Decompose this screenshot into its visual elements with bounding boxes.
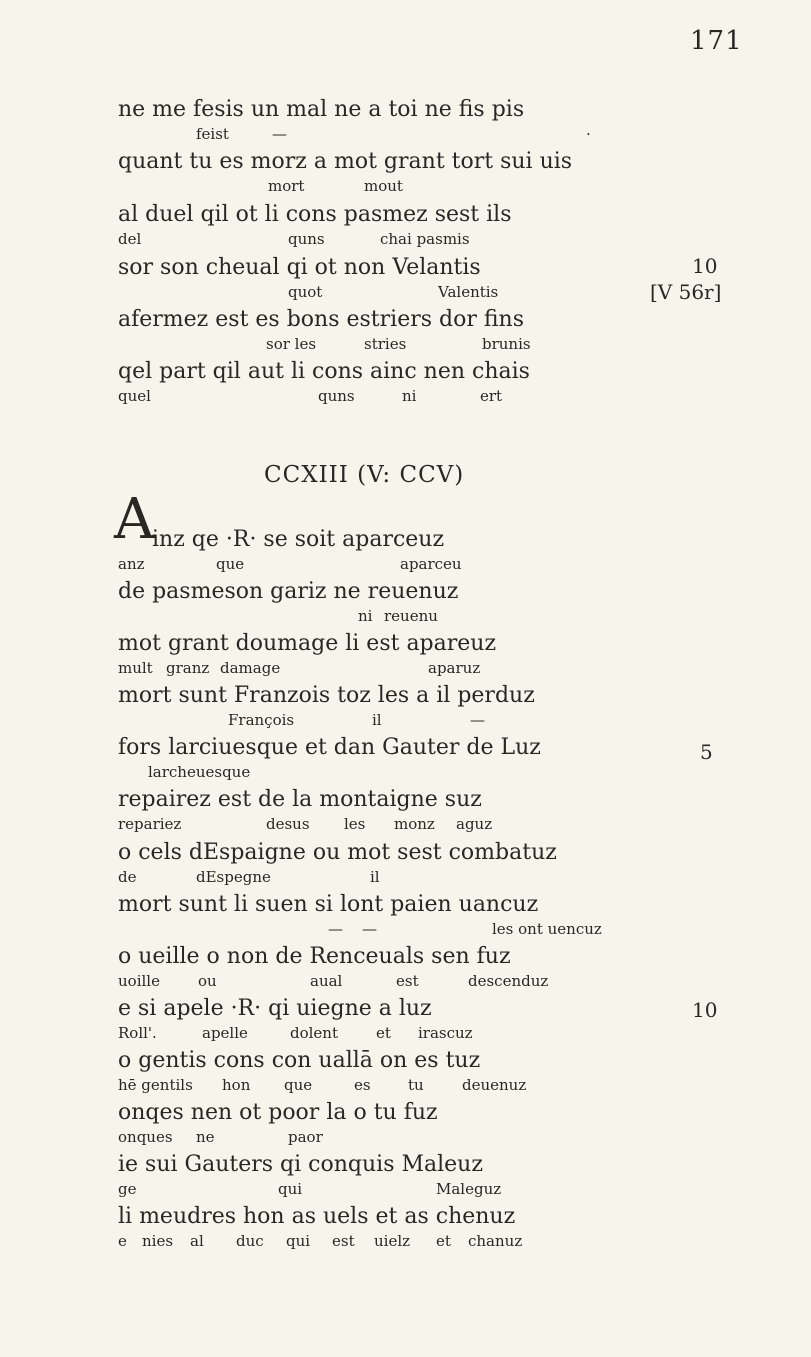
variant-word: — xyxy=(272,125,287,143)
verse-text: li meudres hon as uels et as chenuz xyxy=(118,1204,516,1229)
verse-text: ne me fesis un mal ne a toi ne fis pis xyxy=(118,97,525,122)
variant-word: Maleguz xyxy=(436,1180,502,1198)
variant-word: aparceu xyxy=(400,555,462,573)
verse-text: o cels dEspaigne ou mot sest combatuz xyxy=(118,840,557,865)
verse-line xyxy=(118,995,758,1043)
variant-word: ne xyxy=(196,1128,215,1146)
variant-word: que xyxy=(216,555,245,573)
variant-word: aparuz xyxy=(428,659,481,677)
variant-word: aual xyxy=(310,972,343,990)
variant-word: est xyxy=(332,1232,355,1250)
line-number: 10 xyxy=(692,998,718,1022)
verse-text: e si apele ·R· qi uiegne a luz xyxy=(118,996,432,1021)
variant-word: ou xyxy=(198,972,217,990)
variant-word: — xyxy=(362,920,377,938)
variant-word: hon xyxy=(222,1076,251,1094)
line-number: 10 xyxy=(692,254,718,278)
variant-word: irascuz xyxy=(418,1024,473,1042)
verse-text: repairez est de la montaigne suz xyxy=(118,787,482,812)
variant-word: mout xyxy=(364,177,403,195)
verse-text: al duel qil ot li cons pasmez sest ils xyxy=(118,202,512,227)
variant-word: e xyxy=(118,1232,127,1250)
verse-line xyxy=(118,839,758,887)
variant-word: brunis xyxy=(482,335,531,353)
verse-text: qel part qil aut li cons ainc nen chais xyxy=(118,359,530,384)
variant-word: que xyxy=(284,1076,313,1094)
variant-word: tu xyxy=(408,1076,424,1094)
variant-word: chanuz xyxy=(468,1232,523,1250)
verse-line xyxy=(118,148,758,196)
verse-text: inz qe ·R· se soit aparceuz xyxy=(152,527,445,552)
variant-word: sor les xyxy=(266,335,317,353)
verse-text: ie sui Gauters qi conquis Maleuz xyxy=(118,1152,483,1177)
verse-line xyxy=(118,306,758,354)
variant-word: uoille xyxy=(118,972,160,990)
variant-word: quot xyxy=(288,283,323,301)
verse-text: mort sunt Franzois toz les a il perduz xyxy=(118,683,535,708)
variant-word: aguz xyxy=(456,815,493,833)
variant-word: uielz xyxy=(374,1232,411,1250)
variant-word: paor xyxy=(288,1128,323,1146)
verse-text: mort sunt li suen si lont paien uancuz xyxy=(118,892,539,917)
variant-word: les xyxy=(344,815,366,833)
variant-word: et xyxy=(376,1024,391,1042)
variant-word: il xyxy=(370,868,380,886)
variant-word: Roll'. xyxy=(118,1024,157,1042)
variant-word: · xyxy=(586,125,591,143)
variant-word: les ont uencuz xyxy=(492,920,602,938)
variant-word: ge xyxy=(118,1180,137,1198)
variant-word: chai pasmis xyxy=(380,230,470,248)
variant-word: Valentis xyxy=(438,283,499,301)
variant-word: desus xyxy=(266,815,310,833)
variant-word: duc xyxy=(236,1232,264,1250)
stanza-heading: CCXIII (V: CCV) xyxy=(264,462,465,488)
variant-word: ni xyxy=(402,387,417,405)
verse-line xyxy=(118,578,758,626)
verse-line xyxy=(118,201,758,249)
variant-word: mult xyxy=(118,659,153,677)
variant-word: deuenuz xyxy=(462,1076,527,1094)
variant-word: il xyxy=(372,711,382,729)
verse-line xyxy=(118,734,758,782)
verse-line xyxy=(118,630,758,678)
verse-line xyxy=(118,943,758,991)
verse-text: quant tu es morz a mot grant tort sui uis xyxy=(118,149,573,174)
drop-cap: A xyxy=(114,487,155,552)
variant-word: al xyxy=(190,1232,204,1250)
variant-word: reuenu xyxy=(384,607,438,625)
verse-text: sor son cheual qi ot non Velantis xyxy=(118,255,481,280)
variant-word: quel xyxy=(118,387,151,405)
variant-word: ni xyxy=(358,607,373,625)
verse-text: mot grant doumage li est apareuz xyxy=(118,631,497,656)
variant-word: qui xyxy=(286,1232,311,1250)
verse-line xyxy=(118,1099,758,1147)
variant-word: apelle xyxy=(202,1024,248,1042)
variant-word: — xyxy=(328,920,343,938)
variant-word: stries xyxy=(364,335,407,353)
variant-word: descenduz xyxy=(468,972,549,990)
verse-line xyxy=(118,891,758,939)
variant-word: granz xyxy=(166,659,210,677)
verse-text: afermez est es bons estriers dor fins xyxy=(118,307,524,332)
page-number: 171 xyxy=(690,26,743,56)
variant-word: onques xyxy=(118,1128,173,1146)
variant-word: es xyxy=(354,1076,371,1094)
variant-word: hē gentils xyxy=(118,1076,193,1094)
variant-word: feist xyxy=(196,125,229,143)
variant-word: François xyxy=(228,711,295,729)
variant-word: quns xyxy=(288,230,325,248)
variant-word: quns xyxy=(318,387,355,405)
verse-line xyxy=(118,526,758,574)
variant-word: anz xyxy=(118,555,145,573)
variant-word: repariez xyxy=(118,815,182,833)
variant-word: larcheuesque xyxy=(148,763,251,781)
variant-word: ert xyxy=(480,387,503,405)
verse-line xyxy=(118,682,758,730)
line-number: 5 xyxy=(700,740,713,764)
verse-line xyxy=(118,358,758,406)
variant-word: dEspegne xyxy=(196,868,271,886)
variant-word: est xyxy=(396,972,419,990)
verse-text: de pasmeson gariz ne reuenuz xyxy=(118,579,459,604)
variant-word: damage xyxy=(220,659,281,677)
variant-word: de xyxy=(118,868,137,886)
verse-text: o gentis cons con uallā on es tuz xyxy=(118,1048,481,1073)
verse-line xyxy=(118,1047,758,1095)
verse-line xyxy=(118,1151,758,1199)
variant-word: del xyxy=(118,230,142,248)
variant-word: mort xyxy=(268,177,305,195)
verse-text: o ueille o non de Renceuals sen fuz xyxy=(118,944,511,969)
variant-word: qui xyxy=(278,1180,303,1198)
verse-line xyxy=(118,1203,758,1251)
verse-line xyxy=(118,786,758,834)
verse-text: fors larciuesque et dan Gauter de Luz xyxy=(118,735,541,760)
variant-word: dolent xyxy=(290,1024,338,1042)
verse-text: onqes nen ot poor la o tu fuz xyxy=(118,1100,438,1125)
variant-word: et xyxy=(436,1232,451,1250)
variant-word: monz xyxy=(394,815,435,833)
manuscript-reference: [V 56r] xyxy=(650,280,722,304)
variant-word: — xyxy=(470,711,485,729)
variant-word: nies xyxy=(142,1232,174,1250)
verse-line xyxy=(118,96,758,144)
